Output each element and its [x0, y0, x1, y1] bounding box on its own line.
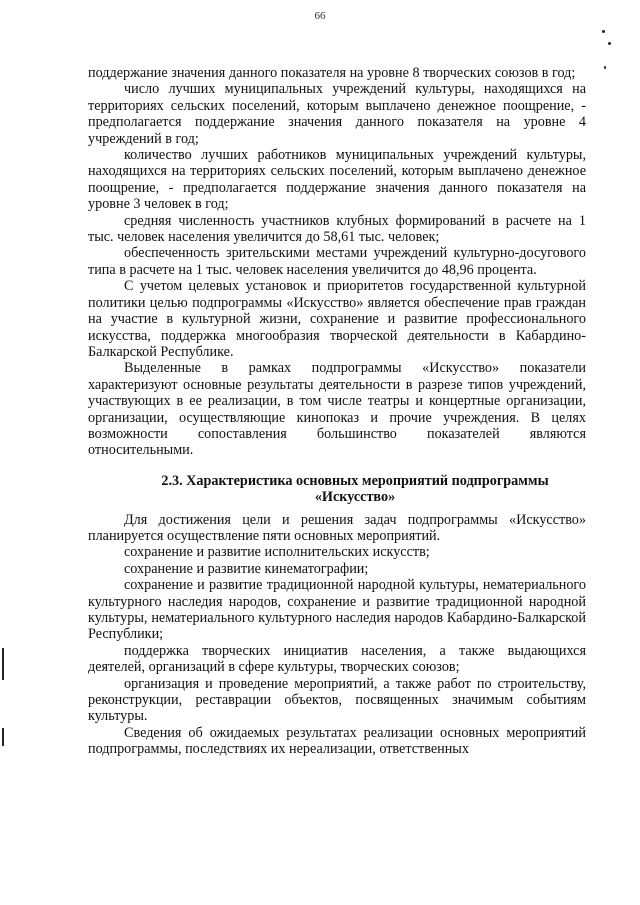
scan-speck [602, 30, 605, 33]
paragraph: количество лучших работников муниципальных учреждений культуры, находящихся на территориях сельских поселений, которым выплачено денежное поощрение, - предполагается поддержание значения данного показателя на уровне 3 человек в год; [88, 147, 586, 213]
page-number: 66 [314, 10, 326, 22]
section-heading [88, 473, 586, 506]
list-item: сохранение и развитие исполнительских искусств; [124, 544, 430, 561]
list-item: сохранение и развитие традиционной народной культуры, нематериального культурного наследия народов, сохранение и развитие традиционной народной культуры, нематериального культурного наследия народов Кабардино-Балкарской Республики; [88, 577, 586, 643]
binding-mark [2, 728, 4, 746]
document-body [88, 65, 586, 758]
list-item: организация и проведение мероприятий, а также работ по строительству, реконструкции, реставрации объектов, посвященных значимым событиям культуры. [88, 675, 586, 725]
paragraph: средняя численность участников клубных формирований в расчете на 1 тыс. человек населения увеличится до 58,61 тыс. человек; [88, 212, 586, 246]
section-heading-line2: «Искусство» [314, 489, 396, 506]
scan-speck [604, 66, 606, 69]
paragraph: Выделенные в рамках подпрограммы «Искусство» показатели характеризуют основные результаты деятельности в разрезе типов учреждений, участвующих в ее реализации, в том числе театры и концертные организации, организации, осуществляющие кинопоказ и прочие учреждения. В целях возможности сопоставления большинство показателей являются относительными. [88, 360, 586, 459]
paragraph: Для достижения цели и решения задач подпрограммы «Искусство» планируется осуществление пяти основных мероприятий. [88, 511, 586, 544]
paragraph: Сведения об ожидаемых результатах реализации основных мероприятий подпрограммы, последствиях их нереализации, ответственных [88, 724, 586, 758]
paragraph: поддержание значения данного показателя на уровне 8 творческих союзов в год; [88, 65, 576, 81]
binding-mark [2, 648, 4, 680]
paragraph: обеспеченность зрительскими местами учреждений культурно-досугового типа в расчете на 1 тыс. человек населения увеличится до 48,96 процента. [88, 245, 586, 278]
list-item: поддержка творческих инициатив населения, а также выдающихся деятелей, организаций в сфере культуры, творческих союзов; [88, 642, 586, 676]
paragraph: число лучших муниципальных учреждений культуры, находящихся на территориях сельских поселений, которым выплачено денежное поощрение, - предполагается поддержание значения данного показателя на уровне 4 учреждений в год; [88, 81, 586, 147]
section-heading-line1: 2.3. Характеристика основных мероприятий подпрограммы [161, 472, 549, 489]
scan-speck [608, 42, 611, 45]
paragraph: С учетом целевых установок и приоритетов государственной культурной политики целью подпрограммы «Искусство» является обеспечение прав граждан на участие в культурной жизни, сохранение и развитие профессионального искусства, поддержка многообразия творческой деятельности в Кабардино-Балкарской Республике. [88, 278, 586, 360]
list-item: сохранение и развитие кинематографии; [124, 560, 369, 577]
